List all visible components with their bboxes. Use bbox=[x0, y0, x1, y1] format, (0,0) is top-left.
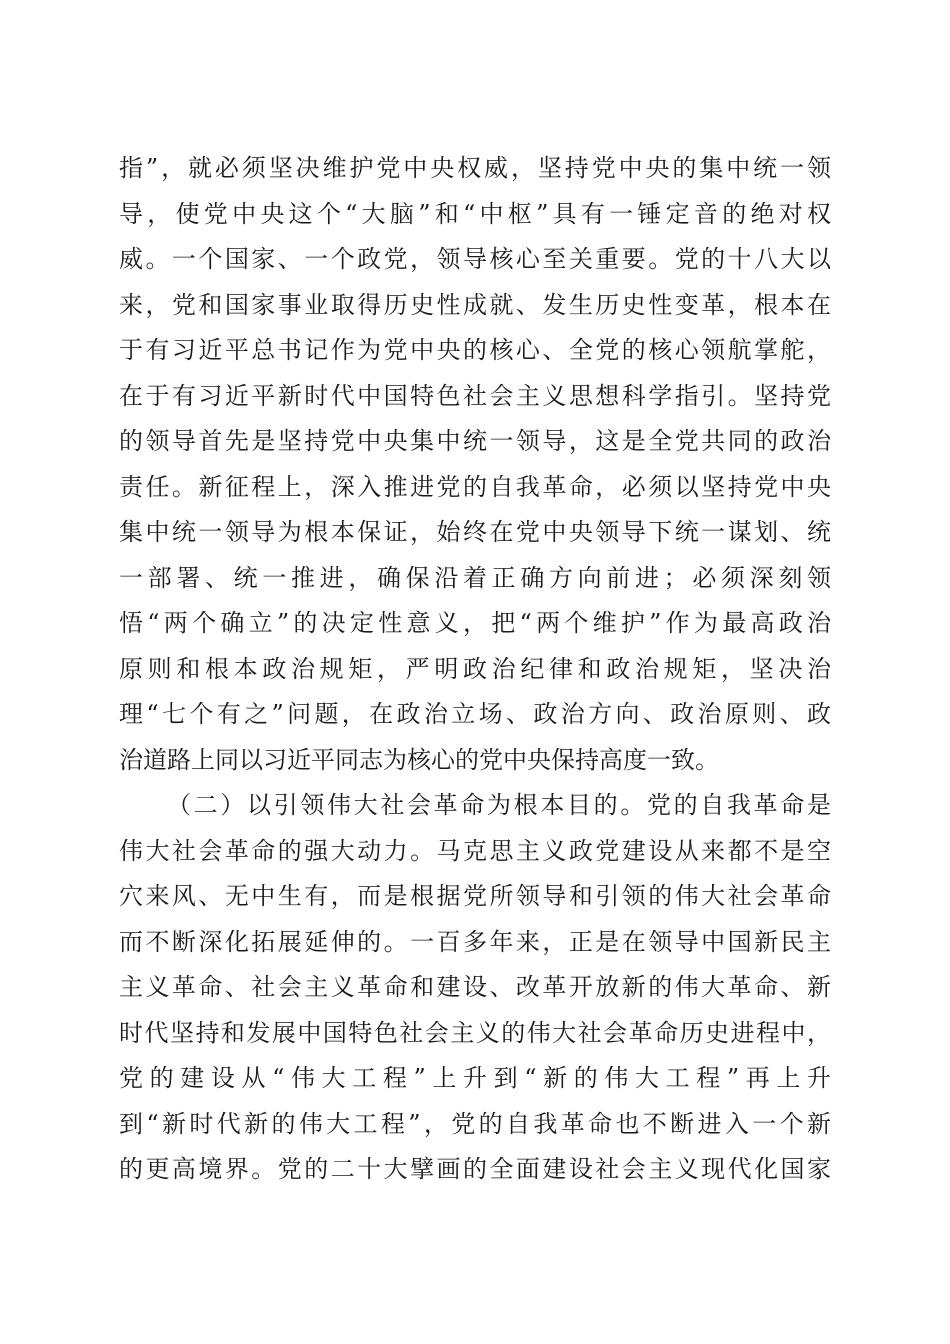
section-heading-line: （二）以引领伟大社会革命为根本目的。党的自我革命是 bbox=[167, 791, 831, 819]
text-line-22: 到“新时代新的伟大工程”，党的自我革命也不断进入一个新 bbox=[119, 1109, 831, 1138]
text-line-4: 来，党和国家事业取得历史性成就、发生历史性变革，根本在 bbox=[119, 290, 831, 319]
text-line-5: 于有习近平总书记作为党中央的核心、全党的核心领航掌舵， bbox=[119, 336, 831, 364]
text-line-17: 穴来风、无中生有，而是根据党所领导和引领的伟大社会革命 bbox=[119, 882, 831, 910]
text-line-8: 责任。新征程上，深入推进党的自我革命，必须以坚持党中央 bbox=[119, 472, 831, 501]
text-line-2: 导，使党中央这个“大脑”和“中枢”具有一锤定音的绝对权 bbox=[119, 199, 831, 228]
text-line-11: 悟“两个确立”的决定性意义，把“两个维护”作为最高政治 bbox=[119, 609, 831, 637]
text-line-12: 原则和根本政治规矩，严明政治纪律和政治规矩，坚决治 bbox=[119, 654, 831, 683]
text-line-1: 指”，就必须坚决维护党中央权威，坚持党中央的集中统一领 bbox=[119, 154, 831, 182]
text-line-20: 时代坚持和发展中国特色社会主义的伟大社会革命历史进程中， bbox=[119, 1018, 831, 1047]
text-line-19: 主义革命、社会主义革命和建设、改革开放新的伟大革命、新 bbox=[119, 973, 831, 1001]
body-text bbox=[119, 146, 831, 1193]
text-line-9: 集中统一领导为根本保证，始终在党中央领导下统一谋划、统 bbox=[119, 518, 831, 546]
text-line-18: 而不断深化拓展延伸的。一百多年来，正是在领导中国新民主 bbox=[119, 927, 831, 956]
text-line-21: 党的建设从“伟大工程”上升到“新的伟大工程”再上升 bbox=[119, 1064, 831, 1092]
text-line-10: 一部署、统一推进，确保沿着正确方向前进；必须深刻领 bbox=[119, 563, 831, 592]
text-line-14: 治道路上同以习近平同志为核心的党中央保持高度一致。 bbox=[119, 745, 719, 774]
text-line-6: 在于有习近平新时代中国特色社会主义思想科学指引。坚持党 bbox=[119, 381, 831, 410]
text-line-13: 理“七个有之”问题，在政治立场、政治方向、政治原则、政 bbox=[119, 700, 831, 728]
text-line-3: 威。一个国家、一个政党，领导核心至关重要。党的十八大以 bbox=[119, 245, 831, 273]
text-line-23: 的更高境界。党的二十大擘画的全面建设社会主义现代化国家 bbox=[119, 1155, 831, 1183]
text-line-16: 伟大社会革命的强大动力。马克思主义政党建设从来都不是空 bbox=[119, 836, 831, 865]
text-line-7: 的领导首先是坚持党中央集中统一领导，这是全党共同的政治 bbox=[119, 427, 831, 455]
